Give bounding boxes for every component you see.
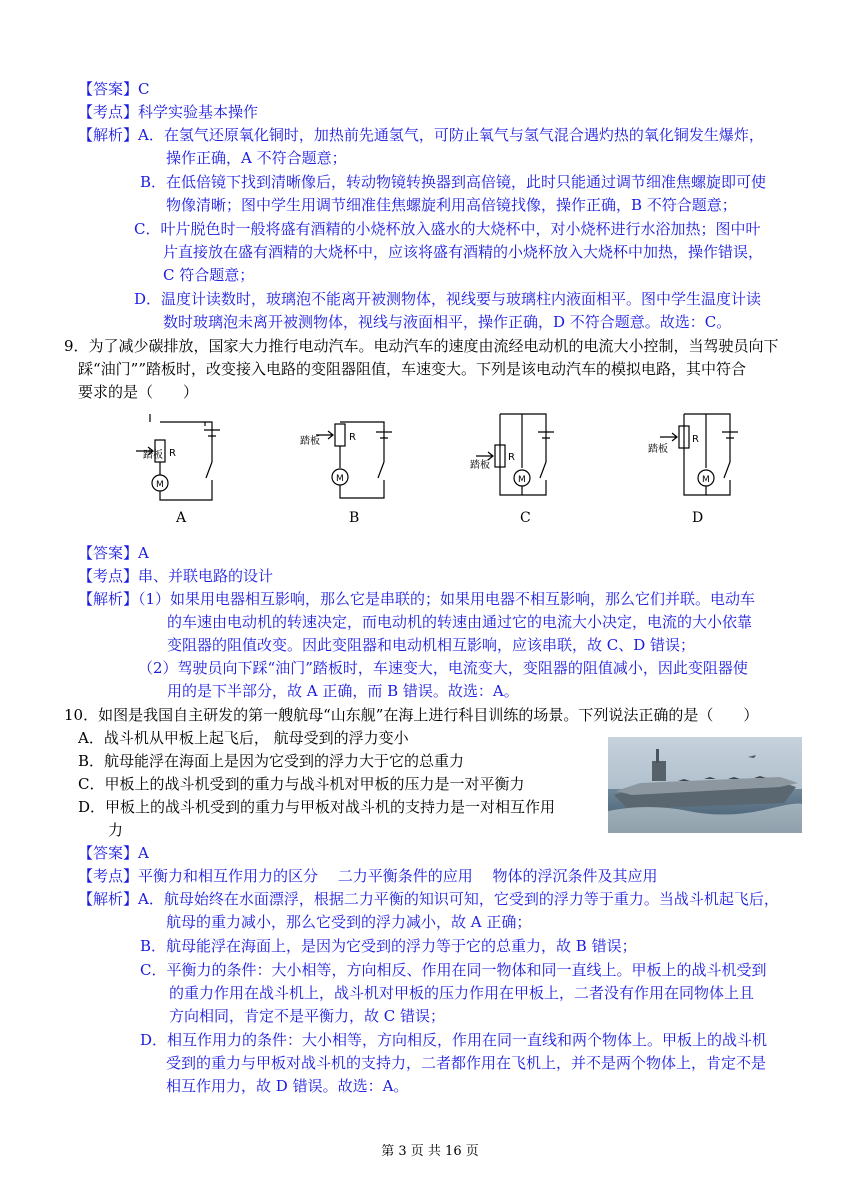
q9-option-c: C [520, 510, 531, 526]
q9-analysis-2: 的车速由电动机的转速决定，而电动机的转速由通过它的电流大小决定，电流的大小依靠 [167, 613, 753, 631]
circuit-c [476, 414, 554, 495]
q10-stem: 10．如图是我国自主研发的第一艘航母“山东舰”在海上进行科目训练的场景。下列说法正确的是（ ） [64, 706, 759, 724]
aircraft-carrier-photo [608, 737, 802, 833]
q8-analysis-b2: 物像清晰；图中学生用调节细准佳焦螺旋利用高倍镜找像，操作正确，B 不符合题意； [166, 196, 737, 214]
circuit-d-r-label: R [692, 434, 699, 445]
circuit-b-pedal-label: 踏板 [300, 436, 320, 447]
q8-analysis-c1: C．叶片脱色时一般将盛有酒精的小烧杯放入盛水的大烧杯中，对小烧杯进行水浴加热；图中叶 [134, 220, 761, 238]
q10-option-d-line1: D．甲板上的战斗机受到的重力与甲板对战斗机的支持力是一对相互作用 [78, 798, 556, 816]
q10-option-a: A．战斗机从甲板上起飞后， 航母受到的浮力变小 [78, 729, 409, 747]
q8-analysis-c2: 片直接放在盛有酒精的大烧杯中，应该将盛有酒精的小烧杯放入大烧杯中加热，操作错误， [163, 243, 764, 261]
circuit-c-motor-label: M [518, 475, 526, 485]
q9-stem-line2: 踩“油门””踏板时，改变接入电路的变阻器阻值，车速变大。下列是该电动汽车的模拟电路，其中符合 [78, 360, 747, 378]
circuit-a-pedal-label: 踏板 [143, 450, 163, 461]
q9-analysis-4: （2）驾驶员向下踩“油门”踏板时，车速变大，电流变大，变阻器的阻值减小，因此变阻器使 [138, 659, 748, 677]
q9-stem-line1: 9．为了减少碳排放，国家大力推行电动汽车。电动汽车的速度由流经电动机的电流大小控制，当驾驶员向下 [64, 337, 779, 355]
q8-analysis-d1: D．温度计读数时，玻璃泡不能离开被测物体，视线要与玻璃柱内液面相平。图中学生温度计读 [134, 290, 762, 308]
q10-analysis-a2: 航母的重力减小，那么它受到的浮力减小，故 A 正确； [166, 913, 532, 931]
q10-analysis-d1: D．相互作用力的条件：大小相等，方向相反，作用在同一直线和两个物体上。甲板上的战斗机 [140, 1031, 768, 1049]
q8-analysis-a2: 操作正确，A 不符合题意； [166, 149, 347, 167]
circuit-d-motor-label: M [702, 475, 710, 485]
circuit-a-r-label: R [169, 448, 176, 459]
page-footer: 第 3 页 共 16 页 [381, 1144, 479, 1159]
q10-analysis-c1: C．平衡力的条件：大小相等，方向相反、作用在同一物体和同一直线上。甲板上的战斗机受到 [140, 961, 767, 979]
q9-option-b: B [349, 510, 360, 526]
circuit-d-pedal-label: 踏板 [648, 444, 668, 455]
circuit-c-pedal-label: 踏板 [470, 460, 490, 471]
q9-option-a: A [176, 510, 187, 526]
circuit-a-motor-label: M [156, 480, 164, 490]
q9-analysis-3: 变阻器的阻值改变。因此变阻器和电动机相互影响，应该串联，故 C、D 错误； [167, 636, 696, 654]
q10-answer: 【答案】A [78, 844, 149, 862]
q9-analysis-1: 【解析】（1）如果用电器相互影响，那么它是串联的；如果用电器不相互影响，那么它们并联。电动车 [78, 590, 756, 608]
q8-analysis-a1: 【解析】A．在氢气还原氧化铜时，加热前先通氢气，可防止氧气与氢气混合遇灼热的氧化铜发生爆炸， [78, 126, 764, 144]
q10-option-b: B．航母能浮在海面上是因为它受到的浮力大于它的总重力 [78, 752, 465, 770]
q10-analysis-d2: 受到的重力与甲板对战斗机的支持力，二者都作用在飞机上，并不是两个物体上，肯定不是 [166, 1054, 767, 1072]
q10-option-d-line2: 力 [108, 821, 124, 839]
q10-analysis-c2: 的重力作用在战斗机上，战斗机对甲板的压力作用在甲板上，二者没有作用在同物体上且 [169, 984, 755, 1002]
circuit-b-motor-label: M [336, 474, 344, 484]
q10-topic: 【考点】平衡力和相互作用力的区分 二力平衡条件的应用 物体的浮沉条件及其应用 [78, 867, 658, 885]
q10-analysis-c3: 方向相同，肯定不是平衡力，故 C 错误； [169, 1007, 446, 1025]
q8-analysis-b1: B．在低倍镜下找到清晰像后，转动物镜转换器到高倍镜，此时只能通过调节细准焦螺旋即可使 [140, 173, 767, 191]
circuit-d [660, 414, 738, 495]
q9-topic: 【考点】串、并联电路的设计 [78, 567, 274, 585]
q8-topic: 【考点】科学实验基本操作 [78, 103, 259, 121]
q10-option-c: C．甲板上的战斗机受到的重力与战斗机对甲板的压力是一对平衡力 [78, 775, 525, 793]
q10-analysis-d3: 相互作用力，故 D 错误。故选：A。 [166, 1077, 409, 1095]
q9-option-d: D [692, 510, 704, 526]
q10-analysis-b1: B．航母能浮在海面上，是因为它受到的浮力等于它的总重力，故 B 错误； [140, 937, 637, 955]
q10-analysis-a1: 【解析】A．航母始终在水面漂浮，根据二力平衡的知识可知，它受到的浮力等于重力。当战斗机起飞后， [78, 890, 779, 908]
q9-answer: 【答案】A [78, 544, 149, 562]
q8-analysis-c3: C 符合题意； [163, 266, 255, 284]
circuit-b-r-label: R [349, 432, 356, 443]
q8-answer: 【答案】C [78, 80, 150, 98]
q9-analysis-5: 用的是下半部分，故 A 正确，而 B 错误。故选：A。 [167, 682, 519, 700]
circuit-diagrams [0, 400, 860, 510]
circuit-c-r-label: R [508, 452, 515, 463]
q9-stem-line3: 要求的是（ ） [78, 383, 199, 401]
q8-analysis-d2: 数时玻璃泡未离开被测物体，视线与液面相平，操作正确，D 不符合题意。故选：C。 [163, 313, 732, 331]
